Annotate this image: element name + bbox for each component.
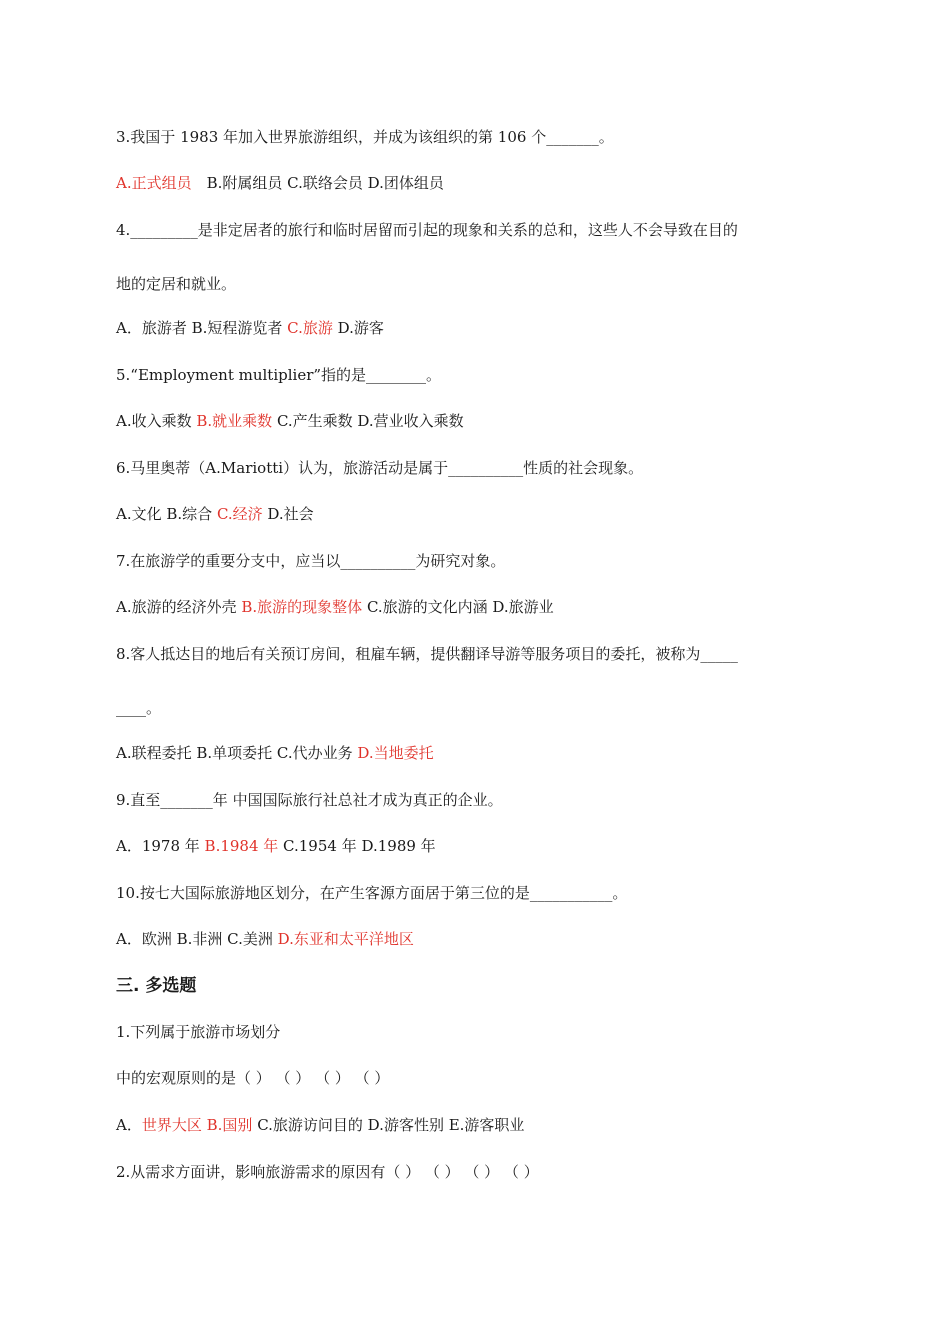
text-run: A．旅游者 B.短程游览者 [116, 319, 288, 337]
answer-highlight: D.当地委托 [357, 744, 434, 762]
answer-highlight: B.就业乘数 [196, 412, 273, 430]
text-run: C.产生乘数 D.营业收入乘数 [272, 412, 464, 430]
text-run: 6.马里奥蒂（A.Mariotti）认为，旅游活动是属于__________性质的社会现象。 [116, 459, 644, 477]
answer-highlight: D.东亚和太平洋地区 [277, 930, 414, 948]
text-line [116, 790, 503, 810]
text-run: 地的定居和就业。 [116, 275, 237, 293]
text-run: 中的宏观原则的是（ ） （ ） （ ） （ ） [116, 1069, 390, 1087]
answer-highlight: B.国别 [206, 1116, 253, 1134]
text-run: ____。 [116, 699, 162, 717]
text-line [116, 504, 314, 524]
text-line [116, 1068, 389, 1088]
text-run: A.联程委托 B.单项委托 C.代办业务 [116, 744, 358, 762]
answer-highlight: C.经济 [216, 505, 263, 523]
text-run: A．1978 年 [116, 837, 205, 855]
text-run: 1.下列属于旅游市场划分 [116, 1023, 281, 1041]
text-run: C.旅游的文化内涵 D.旅游业 [362, 598, 554, 616]
answer-highlight: C.旅游 [287, 319, 333, 337]
text-line [116, 1115, 524, 1135]
text-line [116, 698, 161, 718]
text-line [116, 1162, 539, 1182]
text-run: A．欧洲 B.非洲 C.美洲 [116, 930, 278, 948]
text-run: 三. 多选题 [116, 976, 197, 996]
section-heading [116, 975, 196, 997]
text-line [116, 173, 444, 193]
text-line [116, 458, 643, 478]
text-run: A.收入乘数 [116, 412, 197, 430]
text-run: 8.客人抵达目的地后有关预订房间，租雇车辆，提供翻译导游等服务项目的委托，被称为_____ [116, 645, 738, 663]
text-line [116, 274, 236, 294]
text-run: A． [116, 1116, 142, 1134]
text-line [116, 743, 434, 763]
text-line [116, 836, 436, 856]
answer-highlight: 世界大区 [141, 1116, 202, 1134]
text-run: 4._________是非定居者的旅行和临时居留而引起的现象和关系的总和，这些人不会导致在目的 [116, 221, 738, 239]
text-run: 10.按七大国际旅游地区划分，在产生客源方面居于第三位的是___________。 [116, 884, 628, 902]
text-line [116, 597, 554, 617]
text-line [116, 644, 738, 664]
text-run: A.旅游的经济外壳 [116, 598, 242, 616]
answer-highlight: B.旅游的现象整体 [241, 598, 363, 616]
text-run: 2.从需求方面讲，影响旅游需求的原因有（ ） （ ） （ ） （ ） [116, 1163, 539, 1181]
text-run: D.游客 [332, 319, 384, 337]
answer-highlight: A.正式组员 [116, 174, 192, 192]
text-run: D.社会 [262, 505, 314, 523]
text-line [116, 883, 627, 903]
text-line [116, 551, 505, 571]
text-run: 5.“Employment multiplier”指的是________。 [116, 366, 442, 384]
text-run: B.附属组员 C.联络会员 D.团体组员 [191, 174, 444, 192]
text-line [116, 365, 441, 385]
text-run: C.1954 年 D.1989 年 [278, 837, 436, 855]
text-run: 9.直至_______年 中国国际旅行社总社才成为真正的企业。 [116, 791, 503, 809]
text-line [116, 1022, 280, 1042]
answer-highlight: B.1984 年 [204, 837, 279, 855]
text-run: 7.在旅游学的重要分支中，应当以__________为研究对象。 [116, 552, 506, 570]
text-line [116, 318, 384, 338]
text-run: C.旅游访问目的 D.游客性别 E.游客职业 [252, 1116, 525, 1134]
text-line [116, 220, 738, 240]
text-run: 3.我国于 1983 年加入世界旅游组织，并成为该组织的第 106 个_______。 [116, 128, 614, 146]
text-line [116, 127, 614, 147]
text-line [116, 411, 464, 431]
text-run: A.文化 B.综合 [116, 505, 217, 523]
text-line [116, 929, 414, 949]
